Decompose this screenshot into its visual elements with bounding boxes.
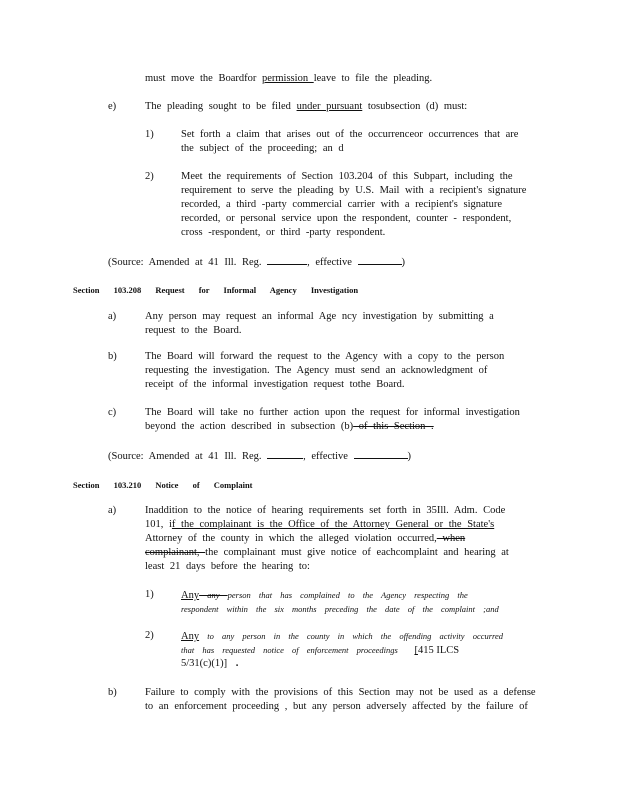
text: Attorney of the county in which the alleged violation occurred,	[145, 533, 437, 544]
subitem-line: Set forth a claim that arises out of the occurrenceor occurrences that are	[181, 129, 519, 140]
text: the complainant must give notice of eachcomplaint and hearing at	[205, 547, 509, 558]
text: to any person in the county in which the offending activity occurred	[199, 631, 504, 641]
text: ,	[303, 451, 306, 462]
item-label-b: b)	[108, 351, 117, 362]
text: effective	[315, 257, 352, 268]
subitem-number: 1)	[145, 129, 154, 140]
blank-line	[354, 448, 408, 459]
text: (Source: Amended at 41 Ill. Reg.	[108, 257, 262, 268]
item-label-b: b)	[108, 687, 117, 698]
text: must move the Boardfor	[145, 73, 262, 84]
item-line	[145, 546, 509, 560]
text: leave to file the pleading.	[313, 73, 433, 84]
subitem-line	[181, 643, 459, 658]
item-line: requesting the investigation. The Agency must send an acknowledgment of	[145, 365, 488, 376]
subitem-line: requirement to serve the pleading by U.S. Mail with a recipient's signature	[181, 185, 527, 196]
text: 415 ILCS	[417, 645, 460, 656]
item-line: Inaddition to the notice of hearing requirements set forth in 35Ill. Adm. Code	[145, 505, 506, 516]
item-label-e: e)	[108, 101, 117, 112]
text: 101, i	[145, 519, 172, 530]
section-heading: Section 103.210 Notice of Complaint	[73, 480, 253, 490]
subitem-line: recorded, or personal service upon the respondent, counter - respondent,	[181, 213, 512, 224]
subitem-number: 1)	[145, 589, 154, 600]
item-line	[145, 532, 465, 546]
subitem-line: cross -respondent, or third -party respondent.	[181, 227, 386, 238]
subitem-number: 2)	[145, 171, 154, 182]
item-label-a: a)	[108, 311, 117, 322]
blank-line	[267, 448, 303, 459]
text: person that has complained to the Agency respecting the	[227, 590, 468, 600]
inserted-text: f the complainant is the Office of the Attorney General or the State's	[171, 519, 495, 530]
blank-line	[267, 254, 307, 265]
text: effective	[311, 451, 348, 462]
item-line: least 21 days before the hearing to:	[145, 561, 310, 572]
item-line	[145, 420, 434, 434]
text: ,	[307, 257, 310, 268]
subitem-line	[181, 657, 238, 671]
section-heading: Section 103.208 Request for Informal Agency Investigation	[73, 285, 359, 295]
subitem-line: Meet the requirements of Section 103.204 of this Subpart, including the	[181, 171, 513, 182]
inserted-text: Any	[181, 590, 200, 601]
item-line	[145, 518, 494, 532]
item-line: The Board will take no further action upon the request for informal investigation	[145, 407, 520, 418]
text: tosubsection (d) must:	[362, 101, 468, 112]
paragraph-line	[145, 72, 432, 86]
text: 5/31(c)(1)]	[181, 658, 228, 669]
item-line: receipt of the informal investigation request tothe Board.	[145, 379, 405, 390]
subitem-line: the subject of the proceeding; an d	[181, 143, 344, 154]
subitem-line	[181, 588, 468, 603]
subitem-line: respondent within the six months preceding the date of the complaint ;and	[181, 604, 499, 614]
inserted-text: under pursuant	[296, 101, 363, 112]
item-line: Any person may request an informal Age ncy investigation by submitting a	[145, 311, 494, 322]
source-note	[108, 254, 405, 270]
item-label-a: a)	[108, 505, 117, 516]
subitem-line	[181, 629, 503, 644]
text: beyond the action described in subsection (b)	[145, 421, 354, 432]
deleted-text: of this Section .	[353, 421, 434, 432]
deleted-text: complainant,	[145, 547, 206, 558]
inserted-text: Any	[181, 631, 200, 642]
blank-line	[358, 254, 402, 265]
subitem-line: recorded, a third -party commercial carrier with a recipient's signature	[181, 199, 503, 210]
item-line: request to the Board.	[145, 325, 242, 336]
deleted-text: when	[436, 533, 466, 544]
item-line: Failure to comply with the provisions of this Section may not be used as a defense	[145, 687, 536, 698]
item-e-line	[145, 100, 467, 114]
period-mark: .	[235, 658, 239, 669]
text: (Source: Amended at 41 Ill. Reg.	[108, 451, 262, 462]
deleted-text: any	[199, 590, 228, 600]
text: The pleading sought to be filed	[145, 101, 297, 112]
text: )	[401, 257, 406, 268]
source-note	[108, 448, 411, 464]
item-line: The Board will forward the request to the Agency with a copy to the person	[145, 351, 505, 362]
subitem-number: 2)	[145, 630, 154, 641]
inserted-text: [	[414, 645, 418, 656]
item-label-c: c)	[108, 407, 117, 418]
inserted-text: permission	[261, 73, 314, 84]
text: )	[407, 451, 412, 462]
item-line: to an enforcement proceeding , but any person adversely affected by the failure of	[145, 701, 528, 712]
text: that has requested notice of enforcement proceedings	[181, 645, 398, 655]
